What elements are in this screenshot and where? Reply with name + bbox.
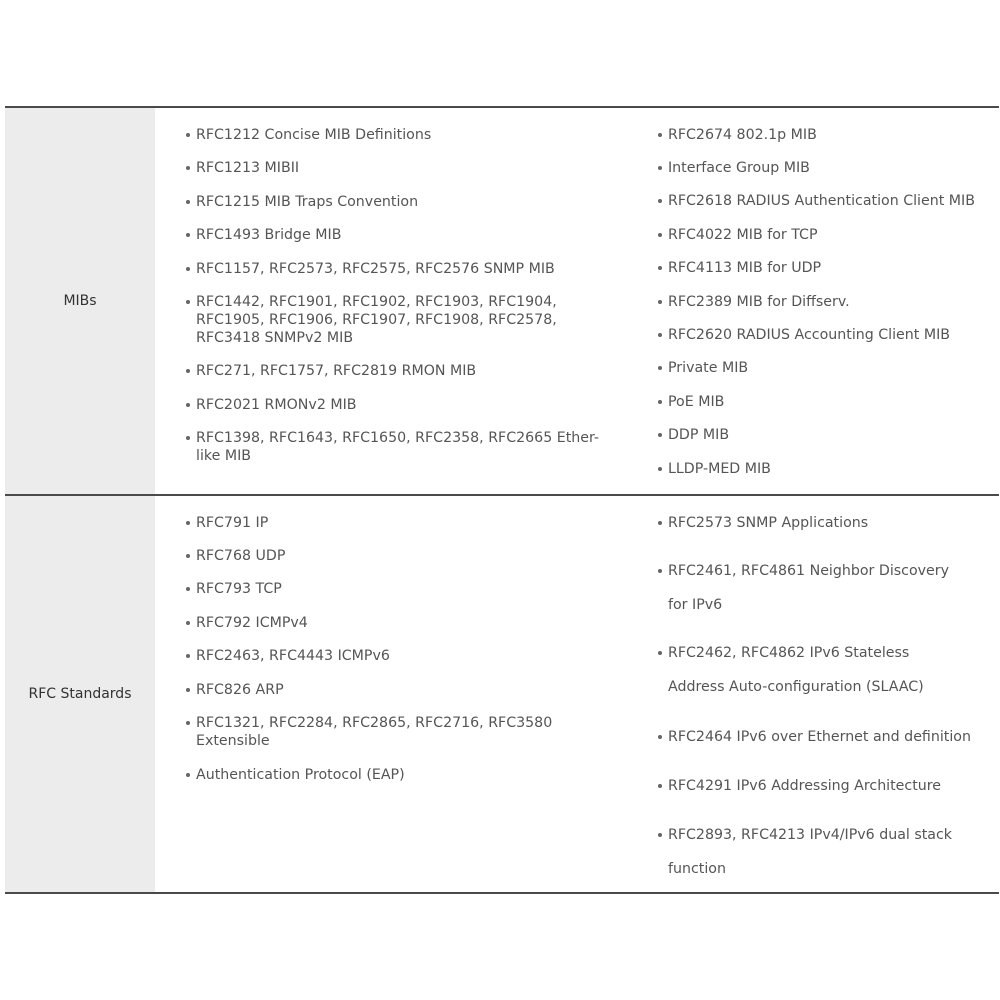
bullet-icon [658,833,662,837]
list-item: RFC2021 RMONv2 MIB [196,396,357,414]
rfc-left-column [155,496,627,892]
bullet-icon [186,654,190,658]
bullet-icon [186,554,190,558]
bullet-icon [658,266,662,270]
list-item: RFC768 UDP [196,547,285,565]
bullet-icon [186,166,190,170]
row-label-rfc-standards: RFC Standards [5,496,155,892]
list-item: RFC2464 IPv6 over Ethernet and definition [668,728,971,746]
list-item: RFC2674 802.1p MIB [668,126,817,144]
bullet-icon [658,233,662,237]
list-item: RFC2463, RFC4443 ICMPv6 [196,647,390,665]
list-item: RFC2462, RFC4862 IPv6 Stateless Address Auto-configuration (SLAAC) [668,636,968,704]
list-item: RFC1442, RFC1901, RFC1902, RFC1903, RFC1904, RFC1905, RFC1906, RFC1907, RFC1908, RFC2578, RFC3418 SNMPv2 MIB [196,293,576,347]
bullet-icon [186,403,190,407]
list-item: RFC791 IP [196,514,268,532]
list-item: RFC792 ICMPv4 [196,614,308,632]
bullet-icon [186,521,190,525]
bullet-icon [658,784,662,788]
bullet-icon [186,721,190,725]
list-item: RFC1398, RFC1643, RFC1650, RFC2358, RFC2665 Ether-like MIB [196,429,616,465]
list-item: Interface Group MIB [668,159,810,177]
list-item: RFC1493 Bridge MIB [196,226,341,244]
list-item: RFC1212 Concise MIB Definitions [196,126,431,144]
bullet-icon [658,400,662,404]
bullet-icon [658,433,662,437]
mibs-right-column [627,108,999,494]
list-item: RFC4022 MIB for TCP [668,226,818,244]
spec-table [5,106,999,894]
bullet-icon [186,621,190,625]
bullet-icon [658,333,662,337]
bullet-icon [186,200,190,204]
list-item: RFC2461, RFC4861 Neighbor Discovery for IPv6 [668,554,968,622]
bullet-icon [658,467,662,471]
bullet-icon [658,133,662,137]
list-item: RFC793 TCP [196,580,282,598]
list-item: RFC2573 SNMP Applications [668,514,868,532]
spec-row-mibs [5,108,999,496]
list-item: PoE MIB [668,393,724,411]
list-item: RFC2620 RADIUS Accounting Client MIB [668,326,950,344]
list-item: RFC2389 MIB for Diffserv. [668,293,850,311]
bullet-icon [658,569,662,573]
bullet-icon [186,300,190,304]
bullet-icon [186,267,190,271]
list-item: RFC1157, RFC2573, RFC2575, RFC2576 SNMP MIB [196,260,555,278]
bullet-icon [186,233,190,237]
bullet-icon [186,587,190,591]
list-item: Private MIB [668,359,748,377]
bullet-icon [658,651,662,655]
rfc-right-column [627,496,999,892]
list-item: RFC1321, RFC2284, RFC2865, RFC2716, RFC3580 Extensible [196,714,586,750]
list-item: RFC4113 MIB for UDP [668,259,821,277]
spec-row-rfc-standards [5,496,999,894]
list-item: RFC1213 MIBII [196,159,299,177]
list-item: RFC826 ARP [196,681,284,699]
list-item: Authentication Protocol (EAP) [196,766,405,784]
list-item: RFC1215 MIB Traps Convention [196,193,418,211]
list-item: RFC4291 IPv6 Addressing Architecture [668,777,941,795]
bullet-icon [658,366,662,370]
bullet-icon [658,521,662,525]
bullet-icon [186,688,190,692]
row-label-mibs: MIBs [5,108,155,494]
bullet-icon [658,300,662,304]
bullet-icon [186,369,190,373]
list-item: RFC2893, RFC4213 IPv4/IPv6 dual stack function [668,818,968,886]
list-item: DDP MIB [668,426,729,444]
list-item: RFC2618 RADIUS Authentication Client MIB [668,192,975,210]
bullet-icon [186,773,190,777]
bullet-icon [186,133,190,137]
list-item: LLDP-MED MIB [668,460,771,478]
bullet-icon [658,735,662,739]
mibs-left-column [155,108,627,494]
bullet-icon [186,436,190,440]
list-item: RFC271, RFC1757, RFC2819 RMON MIB [196,362,476,380]
bullet-icon [658,166,662,170]
bullet-icon [658,199,662,203]
